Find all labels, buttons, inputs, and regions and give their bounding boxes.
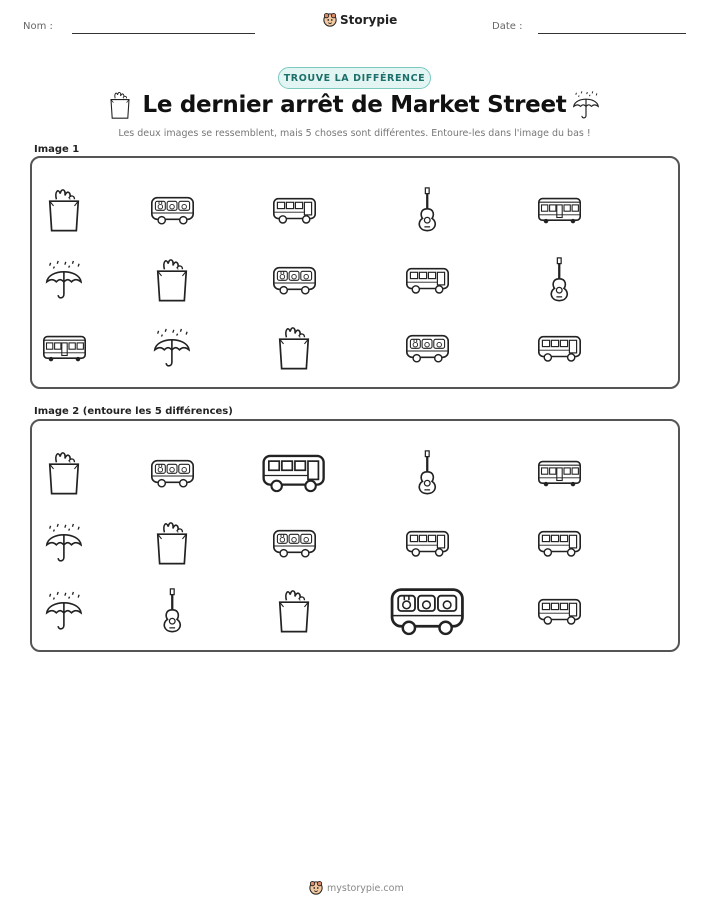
tram-icon	[42, 333, 87, 364]
grocery-bag-icon	[153, 256, 191, 304]
bus-icon[interactable]	[405, 529, 450, 558]
animal-bus-icon	[272, 265, 317, 296]
animal-bus-icon	[150, 195, 195, 226]
brand	[323, 13, 397, 27]
image2-label: Image 2 (entoure les 5 différences)	[34, 406, 233, 417]
date-label: Date :	[492, 21, 523, 32]
image1-label: Image 1	[34, 144, 80, 155]
guitar-icon	[413, 186, 442, 234]
bus-icon	[537, 334, 582, 363]
grocery-bag-icon	[275, 324, 313, 372]
umbrella-icon[interactable]	[43, 590, 85, 632]
animal-bus-icon[interactable]	[150, 458, 195, 489]
brand-name: Storypie	[340, 13, 398, 27]
umbrella-icon	[151, 327, 193, 369]
bus-icon[interactable]	[537, 597, 582, 626]
footer	[309, 881, 404, 895]
grocery-bag-icon	[45, 186, 83, 234]
image1-panel	[30, 156, 680, 389]
activity-badge: TROUVE LA DIFFÉRENCE	[278, 67, 431, 89]
page-title: Le dernier arrêt de Market Street	[142, 92, 567, 118]
image2-panel[interactable]	[30, 419, 680, 652]
guitar-icon	[545, 256, 574, 304]
storypie-logo-icon	[323, 13, 337, 27]
guitar-icon[interactable]	[158, 587, 187, 635]
storypie-logo-icon	[309, 881, 323, 895]
bus-icon[interactable]	[537, 529, 582, 558]
bus-icon	[405, 266, 450, 295]
grocery-bag-icon[interactable]	[45, 449, 83, 497]
grocery-bag-icon[interactable]	[275, 587, 313, 635]
instructions: Les deux images se ressemblent, mais 5 choses sont différentes. Entoure-les dans l'image du bas !	[118, 128, 591, 139]
animal-bus-icon[interactable]	[272, 528, 317, 559]
date-line[interactable]	[538, 33, 686, 34]
umbrella-icon	[43, 259, 85, 301]
bus-icon	[272, 196, 317, 225]
umbrella-icon[interactable]	[43, 522, 85, 564]
bus-icon[interactable]	[261, 452, 326, 494]
animal-bus-icon[interactable]	[389, 585, 466, 637]
tram-icon	[537, 195, 582, 226]
name-label: Nom :	[23, 21, 53, 32]
name-line[interactable]	[72, 33, 255, 34]
tram-icon[interactable]	[537, 458, 582, 489]
footer-url[interactable]: mystorypie.com	[327, 882, 404, 894]
animal-bus-icon	[405, 333, 450, 364]
guitar-icon[interactable]	[413, 449, 442, 497]
grocery-bag-icon[interactable]	[153, 519, 191, 567]
umbrella-icon	[571, 90, 601, 120]
